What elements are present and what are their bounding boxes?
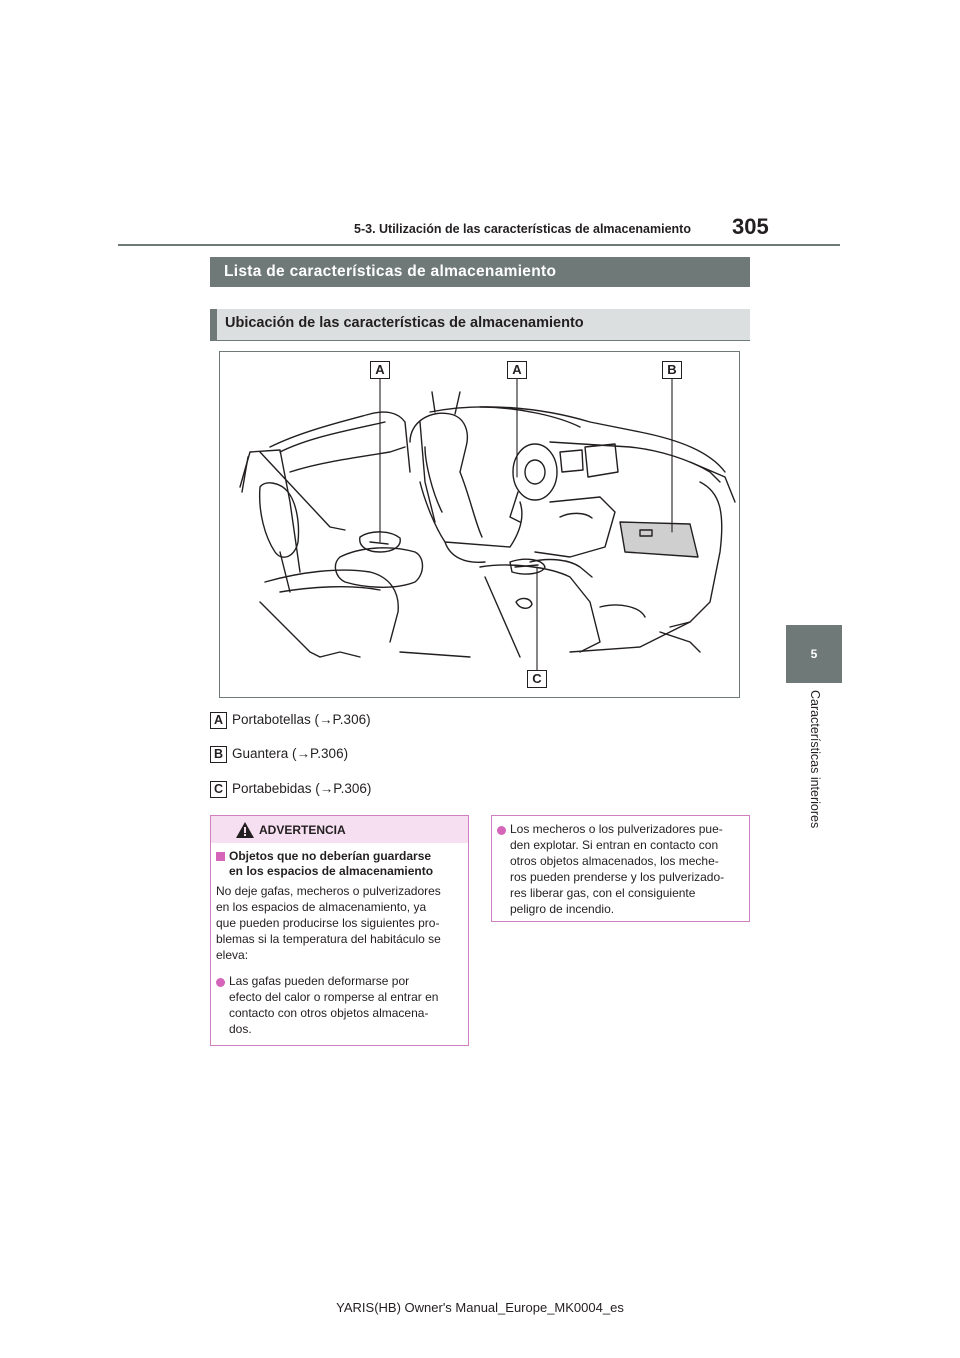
warning-heading-line-1: Objetos que no deberían guardarse bbox=[229, 849, 432, 863]
header-rule bbox=[118, 244, 840, 246]
warning-bullet-line: efecto del calor o romperse al entrar en bbox=[229, 990, 439, 1004]
footer-manual-id: YARIS(HB) Owner's Manual_Europe_MK0004_es bbox=[336, 1300, 624, 1315]
warning-title: ADVERTENCIA bbox=[259, 823, 346, 837]
warning-header bbox=[211, 816, 468, 843]
legend-text: Portabebidas (→P.306) bbox=[232, 781, 372, 796]
chapter-label: Características interiores bbox=[808, 690, 822, 829]
warning-body-line: eleva: bbox=[216, 948, 249, 962]
legend-text: Portabotellas (→P.306) bbox=[232, 712, 371, 727]
legend-item-bottle-holder bbox=[210, 710, 371, 730]
round-bullet-icon bbox=[497, 826, 506, 835]
subheading-rule bbox=[210, 340, 750, 341]
legend-item-cup-holder bbox=[210, 779, 371, 799]
callout-b: B bbox=[662, 361, 682, 379]
warning-bullet-line: den explotar. Si entran en contacto con bbox=[510, 838, 719, 852]
warning-heading-line-2: en los espacios de almacenamiento bbox=[229, 864, 434, 878]
legend-key: B bbox=[210, 746, 227, 763]
warning-bullet-line: Los mecheros o los pulverizadores pue- bbox=[510, 822, 723, 836]
warning-bullet-line: Las gafas pueden deformarse por bbox=[229, 974, 410, 988]
warning-bullet-line: otros objetos almacenados, los meche- bbox=[510, 854, 719, 868]
warning-box-continued bbox=[491, 815, 750, 922]
warning-triangle-icon bbox=[235, 821, 255, 839]
callout-a-rear: A bbox=[370, 361, 390, 379]
page-number: 305 bbox=[732, 214, 769, 239]
warning-body-line: No deje gafas, mecheros o pulverizadores bbox=[216, 884, 441, 898]
legend-key: A bbox=[210, 712, 227, 729]
section-banner: Lista de características de almacenamiento bbox=[210, 257, 750, 287]
warning-bullet-line: dos. bbox=[229, 1022, 252, 1036]
chapter-tab: 5 bbox=[786, 625, 842, 683]
interior-illustration bbox=[219, 351, 740, 698]
warning-bullet-line: peligro de incendio. bbox=[510, 902, 615, 916]
warning-bullet-line: ros pueden prenderse y los pulverizado- bbox=[510, 870, 725, 884]
chapter-label-container bbox=[740, 690, 890, 850]
warning-body-line: en los espacios de almacenamiento, ya bbox=[216, 900, 427, 914]
callout-a-front: A bbox=[507, 361, 527, 379]
car-interior-drawing bbox=[220, 352, 739, 697]
callout-c: C bbox=[527, 670, 547, 688]
warning-body-line: que pueden producirse los siguientes pro- bbox=[216, 916, 440, 930]
legend-item-glovebox bbox=[210, 744, 348, 764]
subheading: Ubicación de las características de almacenamiento bbox=[210, 309, 750, 340]
warning-box bbox=[210, 815, 469, 1046]
legend-key: C bbox=[210, 781, 227, 798]
warning-bullet-line: res liberar gas, con el consiguiente bbox=[510, 886, 696, 900]
section-title: 5-3. Utilización de las características de almacenamiento bbox=[354, 222, 691, 236]
warning-bullet-line: contacto con otros objetos almacena- bbox=[229, 1006, 429, 1020]
warning-body-line: blemas si la temperatura del habitáculo se bbox=[216, 932, 441, 946]
square-bullet-icon bbox=[216, 852, 225, 861]
round-bullet-icon bbox=[216, 978, 225, 987]
legend-text: Guantera (→P.306) bbox=[232, 746, 349, 761]
